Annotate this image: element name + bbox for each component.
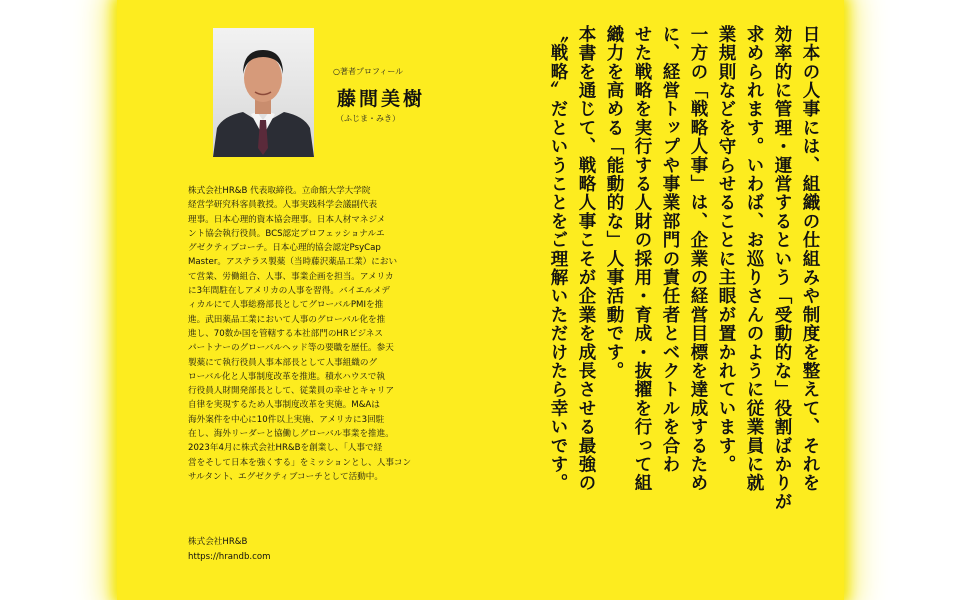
bio-line: 経営学研究科客員教授。人事実践科学会議副代表 bbox=[188, 200, 378, 211]
bio-line: Master。アステラス製薬（当時藤沢薬品工業）におい bbox=[188, 257, 398, 268]
bio-line: 製薬にて執行役員人事本部長として人事組織のグ bbox=[188, 357, 378, 368]
bio-line: サルタント、エグゼクティブコーチとして活動中。 bbox=[188, 471, 383, 482]
bio-line: ローバル化と人事制度改革を推進。積水ハウスで執 bbox=[188, 371, 385, 382]
bio-line: 進し、70数か国を管轄する本社部門のHRビジネス bbox=[188, 328, 383, 339]
main-vertical-text bbox=[544, 25, 824, 585]
text-column: 求められます。いわば、お巡りさんのように従業員に就 bbox=[744, 25, 764, 493]
bio-line: パートナーのグローバルヘッド等の要職を歴任。参天 bbox=[188, 343, 394, 354]
bio-line: 海外案件を中心に10件以上実施、アメリカに3回駐 bbox=[188, 414, 385, 425]
author-photo bbox=[213, 28, 314, 157]
bio-line: ィカルにて人事総務部長としてグローバルPMIを推 bbox=[188, 300, 384, 311]
author-portrait-image bbox=[213, 28, 314, 157]
bio-line: 理事。日本心理的資本協会理事。日本人材マネジメ bbox=[188, 214, 386, 225]
author-name: 藤間美樹 bbox=[337, 88, 426, 110]
text-column: 業規則などを守らせることに主眼が置かれています。 bbox=[716, 25, 736, 474]
bio-line: ント協会執行役員。BCS認定プロフェッショナルエ bbox=[188, 228, 385, 239]
bio-line: 自律を実現するため人事制度改革を実施。M&Aは bbox=[188, 400, 380, 411]
book-page bbox=[117, 0, 844, 600]
text-column: 一方の「戦略人事」は、企業の経営目標を達成するため bbox=[688, 25, 708, 493]
text-column: 本書を通じて、戦略人事こそが企業を成長させる最強の bbox=[576, 25, 596, 493]
bio-line: 2023年4月に株式会社HR&Bを創業し、「人事で経 bbox=[188, 443, 383, 454]
author-profile-label: ○著者プロフィール bbox=[333, 67, 404, 76]
bio-line: て営業、労働組合、人事、事業企画を担当。アメリカ bbox=[188, 271, 394, 282]
text-column: 織力を高める「能動的な」人事活動です。 bbox=[604, 25, 624, 381]
bio-line: 株式会社HR&B 代表取締役。立命館大学大学院 bbox=[188, 186, 371, 196]
bio-line: に3年間駐在しアメリカの人事を習得。バイエルメデ bbox=[188, 286, 390, 297]
bio-line: 進。武田薬品工業において人事のグローバル化を推 bbox=[188, 314, 386, 325]
company-url: https://hrandb.com bbox=[188, 552, 271, 562]
text-column: 効率的に管理・運営するという「受動的な」役割ばかりが bbox=[772, 25, 792, 512]
author-name-reading: （ふじま・みき） bbox=[336, 114, 400, 123]
text-column: 日本の人事には、組織の仕組みや制度を整えて、それを bbox=[800, 25, 820, 493]
text-column: 〝戦略〟だということをご理解いただけたら幸いです。 bbox=[548, 25, 568, 493]
bio-line: 営をそして日本を強くする」をミッションとし、人事コン bbox=[188, 457, 412, 468]
company-info bbox=[188, 535, 271, 565]
bio-line: 行役員人財開発部長として、従業員の幸せとキャリア bbox=[188, 386, 395, 397]
bio-line: グゼクティブコーチ。日本心理的協会認定PsyCap bbox=[188, 243, 381, 254]
text-column: に、経営トップや事業部門の責任者とベクトルを合わ bbox=[660, 25, 680, 474]
author-biography bbox=[188, 184, 470, 484]
text-column: せた戦略を実行する人財の採用・育成・抜擢を行って組 bbox=[632, 25, 652, 493]
company-name: 株式会社HR&B bbox=[188, 537, 248, 547]
bio-line: 在し、海外リーダーと協働しグローバル事業を推進。 bbox=[188, 429, 394, 440]
